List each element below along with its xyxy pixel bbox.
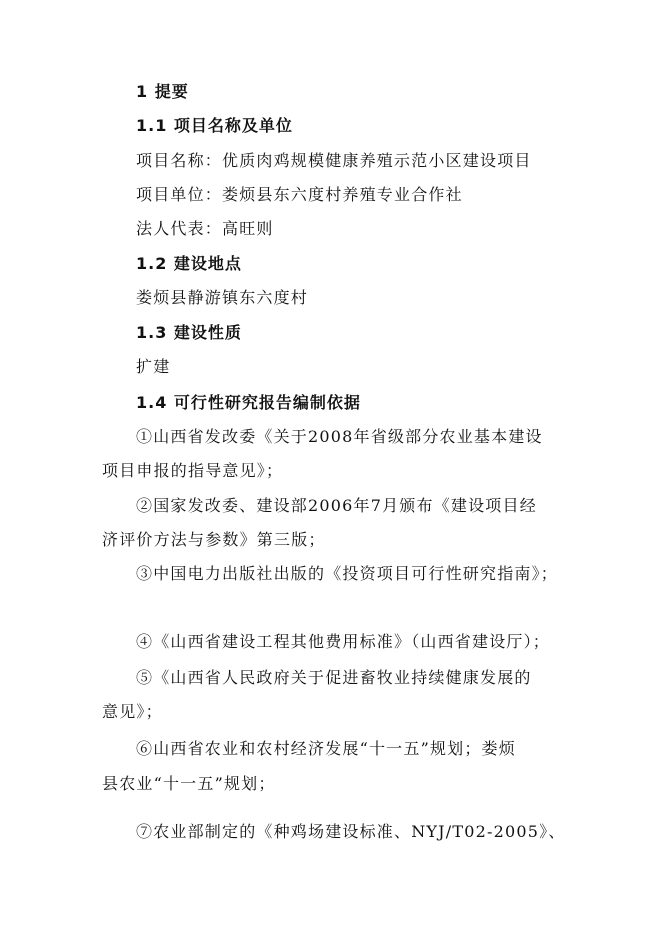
subsection-heading: 1.3 建设性质 — [136, 323, 242, 342]
paragraph-line: ②国家发改委、建设部2006年7月颁布《建设项目经 — [136, 496, 537, 515]
paragraph-line: ⑥山西省农业和农村经济发展“十一五”规划；娄烦 — [136, 739, 516, 758]
paragraph-line: 意见》； — [102, 702, 163, 721]
subsection-heading: 1.4 可行性研究报告编制依据 — [136, 393, 361, 412]
paragraph-line: 娄烦县静游镇东六度村 — [136, 288, 309, 307]
subsection-heading: 1.1 项目名称及单位 — [136, 116, 293, 135]
paragraph-line: 项目单位：娄烦县东六度村养殖专业合作社 — [136, 185, 463, 204]
section-heading: 1 提要 — [136, 82, 189, 101]
paragraph-line: ③中国电力出版社出版的《投资项目可行性研究指南》； — [136, 564, 559, 583]
paragraph-line: 法人代表：高旺则 — [136, 219, 274, 238]
paragraph-line: 扩建 — [136, 357, 171, 376]
paragraph-line: ①山西省发改委《关于2008年省级部分农业基本建设 — [136, 427, 543, 446]
paragraph-line: 县农业“十一五”规划； — [102, 774, 276, 793]
paragraph-line: ④《山西省建设工程其他费用标准》（山西省建设厅）； — [136, 632, 551, 651]
subsection-heading: 1.2 建设地点 — [136, 254, 242, 273]
paragraph-line: ⑤《山西省人民政府关于促进畜牧业持续健康发展的 — [136, 668, 532, 687]
paragraph-line: ⑦农业部制定的《种鸡场建设标准、NYJ/T02-2005》、 — [136, 822, 566, 841]
paragraph-line: 济评价方法与参数》第三版； — [102, 530, 326, 549]
paragraph-line: 项目申报的指导意见》； — [102, 461, 284, 480]
paragraph-line: 项目名称：优质肉鸡规模健康养殖示范小区建设项目 — [136, 151, 532, 170]
